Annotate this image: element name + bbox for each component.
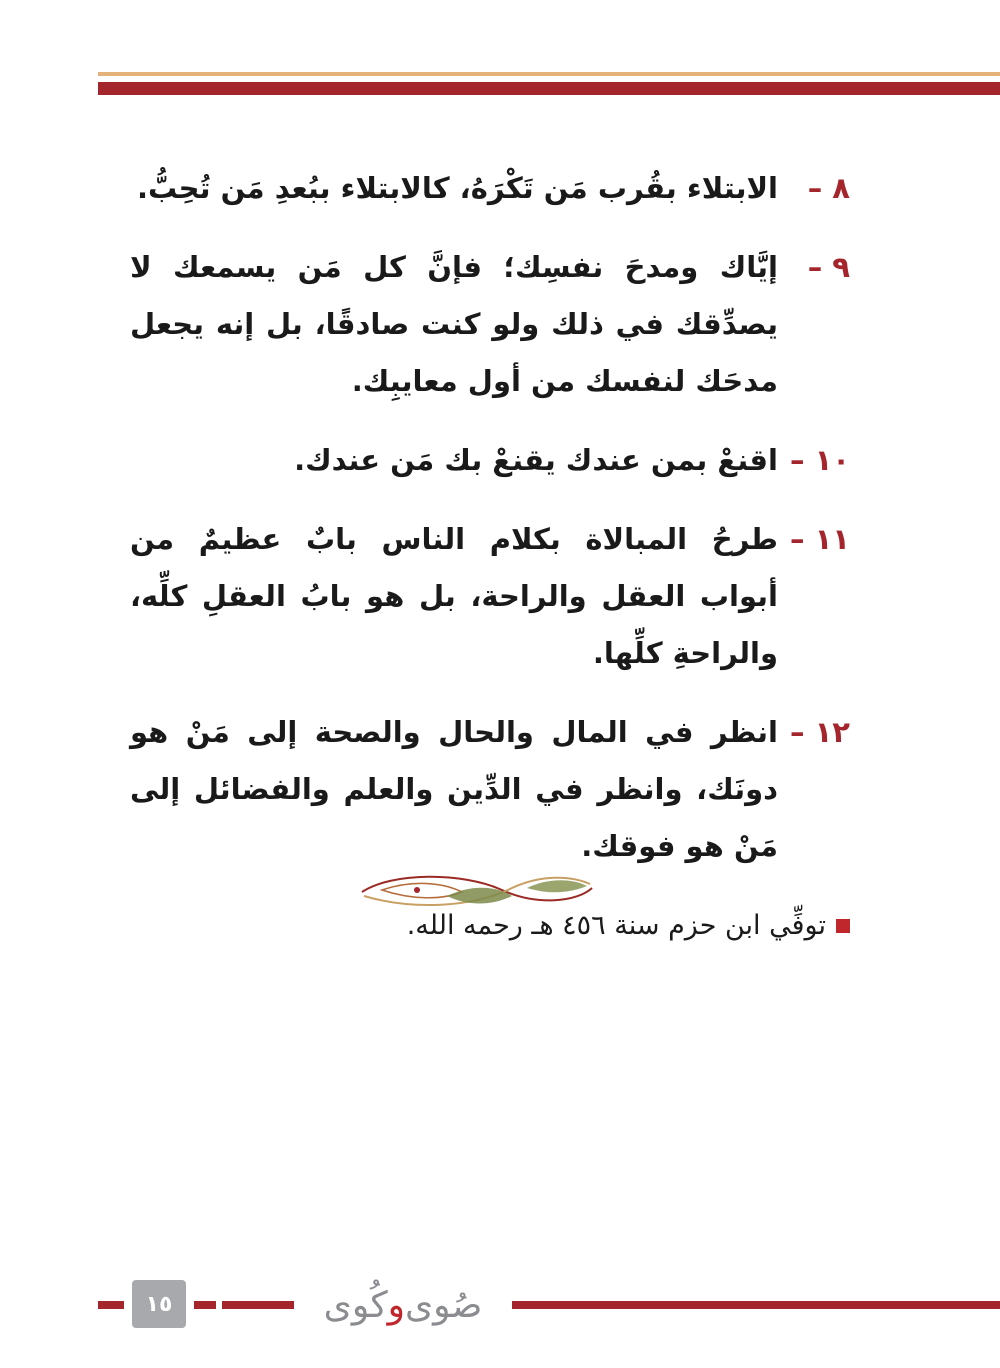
item-text: اقنعْ بمن عندك يقنعْ بك مَن عندك. — [294, 443, 778, 477]
item-number: ١٢ – — [789, 715, 850, 749]
footer-bar-left-end — [98, 1301, 124, 1309]
item-text: انظر في المال والحال والصحة إلى مَنْ هو دونَك، وانظر في الدِّين والعلم والفضائل إلى مَنْ هو فوقك. — [130, 715, 778, 863]
item-text: الابتلاء بقُرب مَن تَكْرَهُ، كالابتلاء ببُعدِ مَن تُحِبُّ. — [136, 171, 778, 205]
page-number-badge — [132, 1280, 186, 1328]
list-item-9 — [130, 239, 850, 410]
top-rule-gold-line — [98, 72, 1000, 76]
top-decorative-rule — [98, 72, 1000, 98]
floral-divider-icon — [352, 866, 602, 916]
item-number: ١٠ – — [789, 443, 850, 477]
brand-connector: و — [387, 1284, 405, 1326]
list-item-10 — [130, 432, 850, 489]
item-number: ٩ – — [807, 250, 850, 284]
item-text: طرحُ المبالاة بكلام الناس بابٌ عظيمٌ من أبواب العقل والراحة، بل هو بابُ العقلِ كلِّه، والراحةِ كلِّها. — [130, 522, 778, 670]
footnote-text: توفِّي ابن حزم سنة ٤٥٦ هـ رحمه الله. — [406, 910, 826, 941]
brand-word-2: كُوى — [323, 1284, 388, 1326]
list-item-8 — [130, 160, 850, 217]
footer-bar-left-inner — [194, 1301, 216, 1309]
page-body — [130, 160, 850, 954]
item-text: إيَّاك ومدحَ نفسِك؛ فإنَّ كل مَن يسمعك لا يصدِّقك في ذلك ولو كنت صادقًا، بل إنه يجعل مدحَك لنفسك من أول معايبِك. — [130, 250, 778, 398]
top-rule-red-band — [98, 82, 1000, 95]
page-number: ١٥ — [145, 1291, 173, 1317]
footer-bar-right — [512, 1301, 1000, 1309]
item-number: ١١ – — [789, 522, 850, 556]
brand-word-1: صُوى — [404, 1284, 483, 1326]
list-item-12 — [130, 704, 850, 875]
item-number: ٨ – — [807, 171, 850, 205]
brand-logo — [298, 1282, 508, 1328]
list-item-11 — [130, 511, 850, 682]
footer-bar-left — [222, 1301, 294, 1309]
page-footer — [0, 1280, 1000, 1330]
square-bullet-icon — [836, 919, 850, 933]
